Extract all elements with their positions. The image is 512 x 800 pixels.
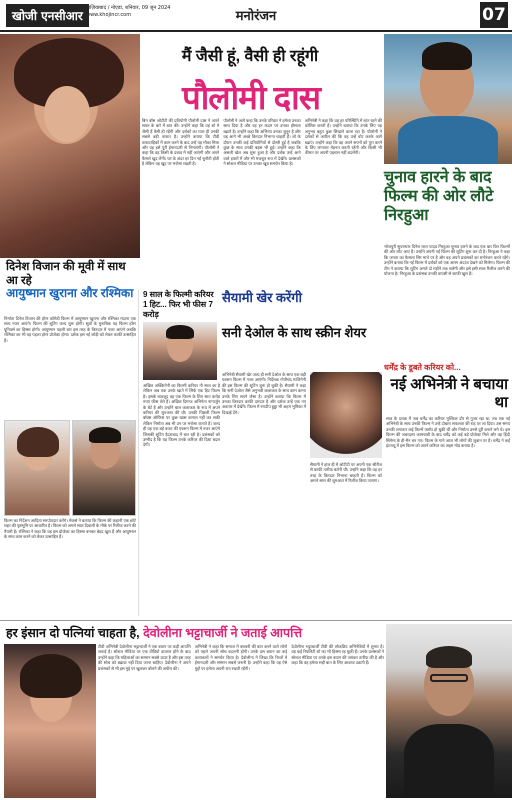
saiyami-article-continued: सैयामी ने हाल ही में ओटीटी पर अपनी एक सीरीज से काफी तारीफ बटोरी थी। उन्होंने कहा कि वह हर तरह के किरदार निभाना चाहती हैं। फिल्म को अगले साल की शुरुआत में रिलीज किया जाएगा। (310, 462, 382, 484)
akhil-story-box (138, 290, 220, 616)
lead-article-column-1: बिग बॉस ओटीटी की प्रतियोगी पौलोमी दास ने अपने सफर के बारे में बात की। उन्होंने कहा कि वह शो में जैसी हैं वैसी ही रहेंगी और दर्शकों का प्यार ही उनकी सबसे बड़ी ताकत है। उन्होंने बताया कि टीवी धारावाहिकों में काम करने के बाद उन्हें यह मौका मिला और वह इसे पूरी ईमानदारी से निभाएंगी। पौलोमी ने कहा कि वह किसी के दबाव में नहीं आएंगी और अपने फैसले खुद लेंगी। घर के अंदर हर दिन नई चुनौती होती है लेकिन वह खुद पर भरोसा रखती हैं। (142, 118, 220, 167)
akhil-photo (143, 322, 217, 380)
nirahua-photo (384, 34, 512, 164)
saiyami-headline: सैयामी खेर करेंगी (222, 290, 302, 305)
man-with-glasses-photo (386, 624, 512, 798)
devoleena-headline-part-1: हर इंसान दो पत्नियां चाहता है, (6, 626, 140, 640)
akhil-article-body: अखिल अक्किनेनी का फिल्मी करियर नौ साल का है लेकिन अब तक उनके खाते में सिर्फ एक हिट फिल्म है। इसके बावजूद वह एक फिल्म के लिए सात करोड़ रुपए फीस लेते हैं। अखिल दिग्गज अभिनेता नागार्जुन के बेटे हैं और उन्होंने बाल कलाकार के रूप में अपने करियर की शुरुआत की थी। उनकी पिछली फिल्म बॉक्स ऑफिस पर कुछ खास कमाल नहीं कर सकी लेकिन निर्माता अब भी उन पर भरोसा जताते हैं। जल्द ही वह एक बड़े बजट की एक्शन फिल्म में नजर आएंगे जिसकी शूटिंग हैदराबाद में चल रही है। प्रशंसकों को उम्मीद है कि यह फिल्म उनके करियर की दिशा बदल देगी। (143, 383, 220, 448)
devoleena-article-column-3: देवोलीना भट्टाचार्जी टीवी की लोकप्रिय अभिनेत्रियों में शुमार हैं। वह कई रियलिटी शो का भी हिस्सा रह चुकी हैं। उनके प्रशंसकों ने सोशल मीडिया पर उनके इस बयान की जमकर तारीफ की है और कहा कि वह हमेशा सही बात के लिए आवाज उठाती हैं। (291, 644, 385, 666)
page-header (0, 0, 512, 32)
saiyami-subheadline: सनी देओल के साथ स्क्रीन शेयर (222, 325, 367, 340)
devoleena-photo (4, 644, 96, 798)
rashmika-photo (4, 420, 70, 516)
newspaper-brand: खोजी एनसीआर (6, 4, 89, 27)
dinesh-vijan-article-continued: फिल्म का निर्देशन आदित्य सरपोतदार करेंगे। मेकर्स ने बताया कि फिल्म की कहानी एक छोटे शहर की पृष्ठभूमि पर आधारित है। फिल्म को अगले साल दिवाली के मौके पर रिलीज करने की तैयारी है। रश्मिका ने कहा कि वह इस प्रोजेक्ट का हिस्सा बनकर बेहद खुश हैं और आयुष्मान के साथ काम करने को लेकर उत्साहित हैं। (4, 518, 136, 540)
nirahua-article-body: भोजपुरी सुपरस्टार दिनेश लाल यादव निरहुआ चुनाव हारने के बाद एक बार फिर फिल्मों की ओर लौट आए हैं। उन्होंने अपनी नई फिल्म की शूटिंग शुरू कर दी है। निरहुआ ने कहा कि जनता का फैसला सिर माथे पर है और वह अपने प्रशंसकों का मनोरंजन करते रहेंगे। उन्होंने बताया कि नई फिल्म में दर्शकों को एक अलग अंदाज देखने को मिलेगा। फिल्म की टीम ने बताया कि शूटिंग अगले दो महीने तक चलेगी और इसे इसी साल रिलीज करने की योजना है। निरहुआ के प्रशंसक उनकी वापसी से काफी खुश हैं। (384, 244, 510, 277)
lead-article-column-2: पौलोमी ने आगे कहा कि उनके परिवार ने हमेशा उनका साथ दिया है और वह हर कदम पर उनका हौसला बढ़ाते हैं। उन्होंने कहा कि अभिनय उनका जुनून है और वह आगे भी अच्छे किरदार निभाना चाहती हैं। शो के दौरान उनकी कई प्रतियोगियों से दोस्ती हुई है जबकि कुछ के साथ उनकी बहस भी हुई। उन्होंने कहा कि असली खेल अब शुरू हुआ है और दर्शक उन्हें आने वाले हफ्तों में और भी मजबूत रूप में देखेंगे। प्रशंसकों ने सोशल मीडिया पर उनका खूब समर्थन किया है। (223, 118, 301, 167)
saiyami-photo (310, 372, 382, 458)
dinesh-vijan-headline: दिनेश विजान की मूवी में साथ आ रहे (0, 258, 140, 290)
devoleena-headline (6, 624, 386, 641)
dharmendra-article-body: साठ के दशक में जब धर्मेंद्र का करियर मुश्किल दौर से गुजर रहा था, तब एक नई अभिनेत्री के साथ उनकी फिल्म ने उन्हें दोबारा सफलता की राह पर ला दिया। उस समय उनकी लगातार कई फिल्में फ्लॉप हो चुकी थीं और निर्माता उनसे दूरी बनाने लगे थे। इस फिल्म की जबरदस्त कामयाबी के बाद धर्मेंद्र को कई बड़े प्रोजेक्ट मिले और वह हिंदी सिनेमा के ही-मैन बन गए। फिल्म के गाने आज भी लोगों की जुबान पर हैं। धर्मेंद्र ने कई इंटरव्यू में इस फिल्म को अपने करियर का अहम मोड़ बताया है। (386, 416, 510, 449)
devoleena-article-column-1: टीवी अभिनेत्री देवोलीना भट्टाचार्जी ने एक बयान पर कड़ी आपत्ति जताई है। सोशल मीडिया पर एक वीडियो वायरल होने के बाद उन्होंने कहा कि महिलाओं का सम्मान सबसे ऊपर है और इस तरह की सोच को बढ़ावा नहीं दिया जाना चाहिए। देवोलीना ने अपने प्रशंसकों से भी इस मुद्दे पर खुलकर बोलने की अपील की। (98, 644, 191, 671)
lead-article-column-3: अभिनेत्री ने कहा कि वह हर परिस्थिति में शांत रहने की कोशिश करती हैं। उन्होंने बताया कि उनके लिए यह अनुभव बहुत कुछ सिखाने वाला रहा है। पौलोमी ने दर्शकों से अपील की कि वह उन्हें वोट करके आगे बढ़ाएं। उन्होंने कहा कि वह अपने सपनों को पूरा करने के लिए लगातार मेहनत करती रहेंगी और किसी भी कीमत पर अपनी पहचान नहीं बदलेंगी। (304, 118, 382, 156)
akhil-headline: 9 साल के फिल्मी करियर 1 हिट... फिर भी फीस 7 करोड़ (143, 290, 214, 319)
lead-quote-headline: मैं जैसी हूं, वैसी ही रहूंगी (181, 48, 319, 65)
page-number: 07 (480, 2, 508, 28)
devoleena-article-body (98, 644, 384, 798)
saiyami-article-body: अभिनेत्री सैयामी खेर जल्द ही सनी देओल के साथ एक बड़ी एक्शन फिल्म में नजर आएंगी। निर्देशक गोपीचंद मालिनेनी की इस फिल्म की शूटिंग शुरू हो चुकी है। सैयामी ने कहा कि सनी देओल जैसे अनुभवी कलाकार के साथ काम करना उनके लिए सपने जैसा है। उन्होंने बताया कि फिल्म में उनका किरदार काफी दमदार है और दर्शक उन्हें एक नए अवतार में देखेंगे। फिल्म में रणदीप हुड्डा भी अहम भूमिका में दिखाई देंगे। (222, 372, 306, 415)
dinesh-vijan-article-body: निर्माता दिनेश विजान की हॉरर कॉमेडी फिल्म में आयुष्मान खुराना और रश्मिका मंदाना एक साथ नजर आएंगे। फिल्म की शूटिंग जल्द शुरू होगी। सूत्रों के मुताबिक यह फिल्म हॉरर यूनिवर्स का हिस्सा होगी। आयुष्मान पहली बार इस तरह के किरदार में नजर आएंगे जबकि रश्मिका का भी यह पहला हॉरर प्रोजेक्ट होगा। दर्शक इस नई जोड़ी को लेकर काफी उत्साहित हैं। (4, 316, 136, 343)
dharmendra-kicker: धर्मेंद्र के डूबते करियर को... (384, 363, 461, 372)
lead-article-body (142, 118, 382, 288)
nirahua-headline: चुनाव हारने के बाद फिल्म की ओर लौटे निरहुआ (384, 169, 494, 224)
pouloumi-das-photo (0, 34, 140, 284)
ayushmann-photo (72, 420, 136, 516)
devoleena-article-column-2: अभिनेत्री ने कहा कि समाज में बराबरी की बात करने वाले लोगों को पहले अपनी सोच बदलनी होगी। उनके इस बयान का कई कलाकारों ने समर्थन किया है। देवोलीना ने लिखा कि रिश्तों में ईमानदारी और सम्मान सबसे जरूरी है। उन्होंने कहा कि वह ऐसे मुद्दों पर हमेशा अपनी राय रखती रहेंगी। (194, 644, 288, 671)
dinesh-vijan-subheadline: आयुष्मान खुराना और रश्मिका (6, 286, 134, 300)
lead-name-headline: पौलोमी दास (181, 79, 321, 116)
devoleena-headline-part-2: देवोलीना भट्टाचार्जी ने जताई आपत्ति (143, 626, 303, 640)
section-divider (0, 620, 512, 621)
edition-website: www.khojincr.com (86, 12, 132, 18)
section-title: मनोरंजन (235, 9, 277, 24)
edition-date: गाज़ियाबाद / नोएडा, शनिवार, 09 जून 2024 (86, 5, 171, 11)
dharmendra-headline: नई अभिनेत्री ने बचाया था (390, 376, 508, 411)
